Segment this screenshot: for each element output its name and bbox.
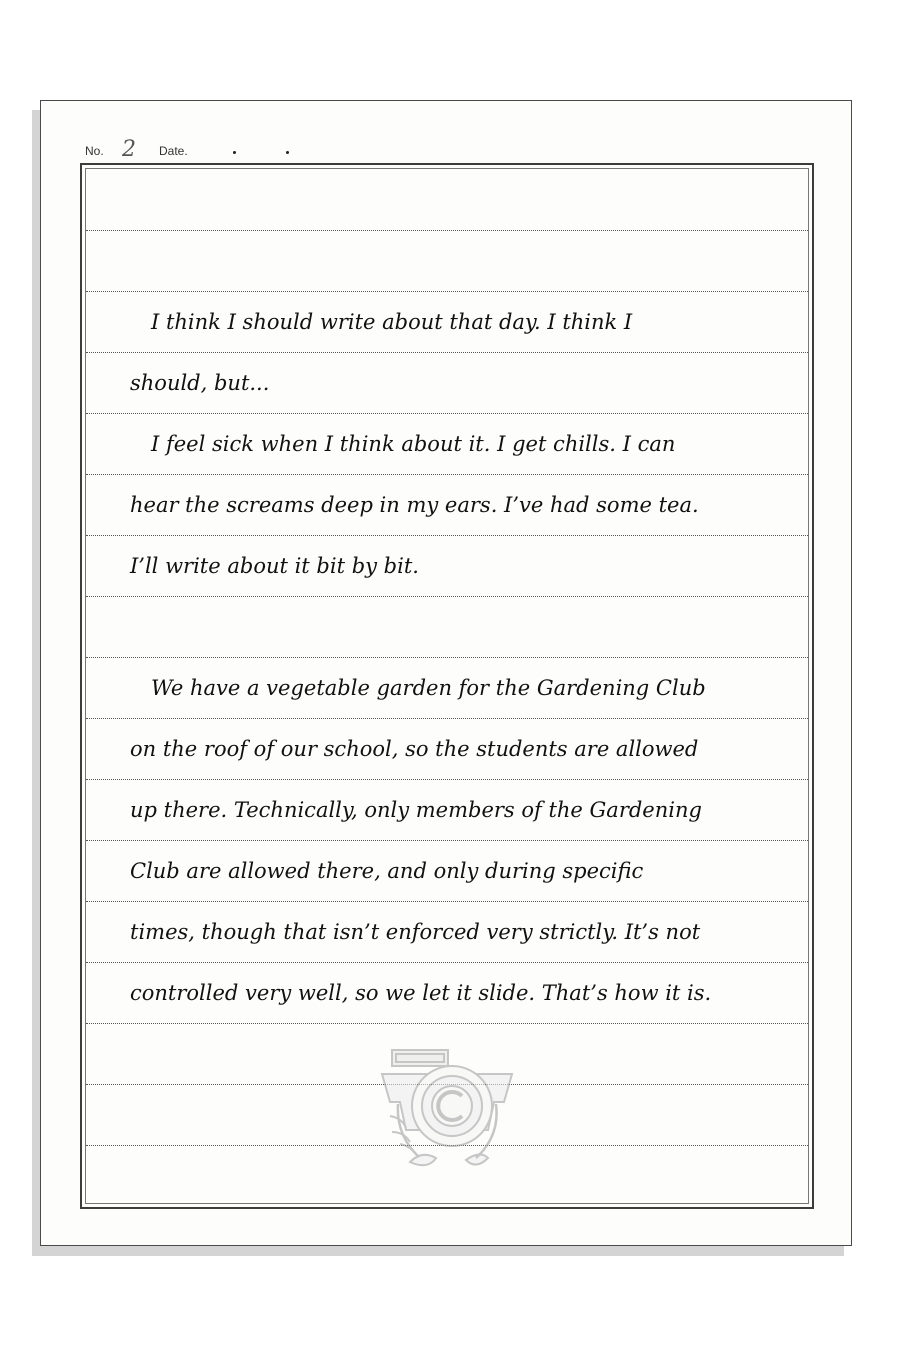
school-emblem-icon [376, 1044, 518, 1172]
diary-line: I’ll write about it bit by bit. [130, 554, 419, 578]
diary-line: times, though that isn’t enforced very strictly. It’s not [130, 920, 701, 944]
number-label: No. [85, 144, 104, 158]
diary-line: should, but... [130, 371, 270, 395]
diary-line: up there. Technically, only members of the Gardening [130, 798, 702, 822]
date-label: Date. [159, 144, 188, 158]
diary-line [130, 231, 800, 292]
diary-line: We have a vegetable garden for the Gardening Club [151, 676, 706, 700]
diary-line [130, 170, 800, 231]
diary-line: I think I should write about that day. I think I [151, 310, 633, 334]
diary-line: controlled very well, so we let it slide. That’s how it is. [130, 981, 712, 1005]
page-header [84, 137, 484, 164]
diary-line [130, 597, 800, 658]
diary-line: I feel sick when I think about it. I get chills. I can [151, 432, 676, 456]
diary-line: Club are allowed there, and only during specific [130, 859, 644, 883]
date-separator [286, 151, 289, 154]
diary-line: on the roof of our school, so the students are allowed [130, 737, 699, 761]
page-number: 2 [122, 137, 136, 162]
date-separator [233, 151, 236, 154]
diary-line: hear the screams deep in my ears. I’ve had some tea. [130, 493, 699, 517]
